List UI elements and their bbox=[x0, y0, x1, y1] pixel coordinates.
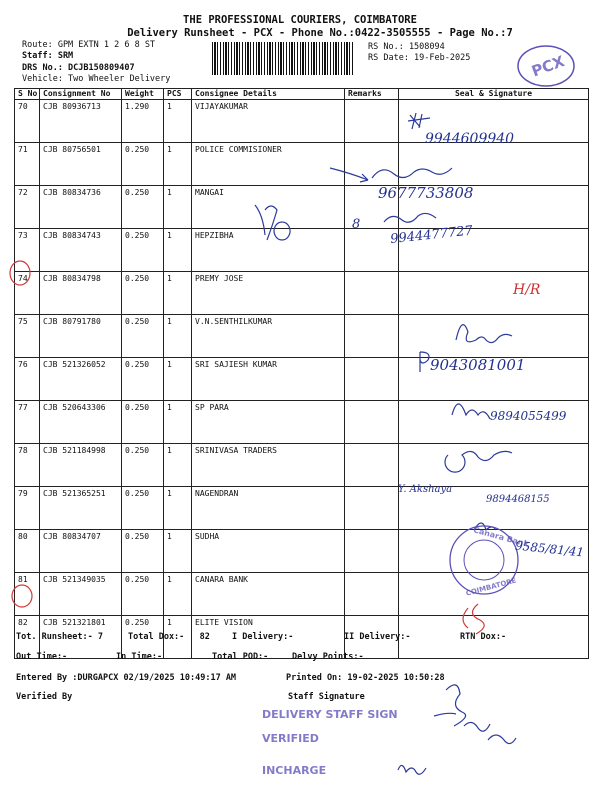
cell-weight: 0.250 bbox=[122, 530, 164, 573]
cell-consignment-no: CJB 80756501 bbox=[40, 143, 122, 186]
cell-consignment-no: CJB 80834707 bbox=[40, 530, 122, 573]
staff-signature-label: Staff Signature bbox=[288, 692, 365, 702]
cell-consignment-no: CJB 521326052 bbox=[40, 358, 122, 401]
note-74: H/R bbox=[513, 282, 541, 298]
cell-seal-signature bbox=[399, 487, 589, 530]
cell-remarks bbox=[345, 229, 399, 272]
cell-weight: 0.250 bbox=[122, 186, 164, 229]
cell-consignment-no: CJB 521349035 bbox=[40, 573, 122, 616]
staff-signature-2 bbox=[464, 722, 516, 743]
col-pcs: PCS bbox=[164, 89, 192, 100]
total-dox: Total Dox:- 82 bbox=[128, 632, 210, 642]
cell-remarks bbox=[345, 573, 399, 616]
table-row bbox=[15, 573, 589, 616]
rs-date: RS Date: 19-Feb-2025 bbox=[368, 53, 471, 63]
phone-73: 9944477727 bbox=[389, 223, 474, 248]
printed-on: Printed On: 19-02-2025 10:50:28 bbox=[286, 673, 445, 683]
cell-remarks bbox=[345, 100, 399, 143]
cell-sno: 79 bbox=[15, 487, 40, 530]
incharge-signature bbox=[398, 765, 426, 774]
cell-remarks bbox=[345, 143, 399, 186]
i-delivery: I Delivery:- bbox=[232, 632, 294, 642]
cell-sno: 80 bbox=[15, 530, 40, 573]
cell-sno: 76 bbox=[15, 358, 40, 401]
cell-pcs: 1 bbox=[164, 444, 192, 487]
cell-consignee: SUDHA bbox=[192, 530, 345, 573]
cell-weight: 0.250 bbox=[122, 358, 164, 401]
table-row bbox=[15, 401, 589, 444]
vehicle-label: Vehicle: Two Wheeler Delivery bbox=[22, 74, 171, 84]
col-consignment: Consignment No bbox=[40, 89, 122, 100]
cell-pcs: 1 bbox=[164, 272, 192, 315]
cell-consignee: SP PARA bbox=[192, 401, 345, 444]
cell-pcs: 1 bbox=[164, 530, 192, 573]
table-row bbox=[15, 487, 589, 530]
table-row bbox=[15, 272, 589, 315]
cell-pcs: 1 bbox=[164, 616, 192, 659]
delvy-points: Delvy Points:- bbox=[292, 652, 364, 662]
cell-weight: 0.250 bbox=[122, 272, 164, 315]
cell-sno: 73 bbox=[15, 229, 40, 272]
cell-pcs: 1 bbox=[164, 358, 192, 401]
table-row bbox=[15, 100, 589, 143]
staff-label: Staff: SRM bbox=[22, 51, 74, 61]
verified-by: Verified By bbox=[16, 692, 73, 702]
cell-pcs: 1 bbox=[164, 315, 192, 358]
cell-sno: 82 bbox=[15, 616, 40, 659]
cell-seal-signature bbox=[399, 143, 589, 186]
barcode bbox=[212, 42, 354, 75]
total-pod: Total POD:- bbox=[212, 652, 269, 662]
cell-consignment-no: CJB 80834743 bbox=[40, 229, 122, 272]
table-row bbox=[15, 229, 589, 272]
rtn-dox: RTN Dox:- bbox=[460, 632, 507, 642]
cell-remarks bbox=[345, 315, 399, 358]
cell-seal-signature bbox=[399, 272, 589, 315]
table-row bbox=[15, 315, 589, 358]
phone-72: 9677733808 bbox=[378, 184, 474, 202]
cell-remarks bbox=[345, 272, 399, 315]
col-signature: Seal & Signature bbox=[399, 89, 589, 100]
total-runsheet: Tot. Runsheet:- 7 bbox=[16, 632, 103, 642]
note-73: 8 bbox=[352, 217, 361, 232]
runsheet-table bbox=[14, 88, 589, 659]
cell-seal-signature bbox=[399, 444, 589, 487]
cell-consignee: CANARA BANK bbox=[192, 573, 345, 616]
runsheet-subtitle: Delivery Runsheet - PCX - Phone No.:0422-3505555 - Page No.:7 bbox=[127, 27, 513, 39]
col-weight: Weight bbox=[122, 89, 164, 100]
cell-seal-signature bbox=[399, 530, 589, 573]
cell-consignee: SRI SAJIESH KUMAR bbox=[192, 358, 345, 401]
cell-seal-signature bbox=[399, 100, 589, 143]
col-sno: S No bbox=[15, 89, 40, 100]
cell-consignee: HEPZIBHA bbox=[192, 229, 345, 272]
cell-seal-signature bbox=[399, 229, 589, 272]
cell-consignee: PREMY JOSE bbox=[192, 272, 345, 315]
ii-delivery: II Delivery:- bbox=[344, 632, 411, 642]
cell-consignee: SRINIVASA TRADERS bbox=[192, 444, 345, 487]
table-row bbox=[15, 444, 589, 487]
cell-sno: 71 bbox=[15, 143, 40, 186]
cell-weight: 0.250 bbox=[122, 143, 164, 186]
cell-consignee: V.N.SENTHILKUMAR bbox=[192, 315, 345, 358]
cell-consignment-no: CJB 80834736 bbox=[40, 186, 122, 229]
delivery-staff-stamp: DELIVERY STAFF SIGN bbox=[262, 708, 398, 721]
cell-consignment-no: CJB 80834798 bbox=[40, 272, 122, 315]
cell-seal-signature bbox=[399, 358, 589, 401]
cell-sno: 78 bbox=[15, 444, 40, 487]
cell-weight: 0.250 bbox=[122, 229, 164, 272]
cell-consignment-no: CJB 520643306 bbox=[40, 401, 122, 444]
cell-consignment-no: CJB 521321801 bbox=[40, 616, 122, 659]
cell-pcs: 1 bbox=[164, 186, 192, 229]
cell-pcs: 1 bbox=[164, 100, 192, 143]
cell-sno: 70 bbox=[15, 100, 40, 143]
table-row bbox=[15, 143, 589, 186]
cell-weight: 1.290 bbox=[122, 100, 164, 143]
cell-consignee: POLICE COMMISIONER bbox=[192, 143, 345, 186]
cell-consignee: NAGENDRAN bbox=[192, 487, 345, 530]
phone-70: 9944609940 bbox=[425, 131, 515, 147]
cell-seal-signature bbox=[399, 573, 589, 616]
rs-number: RS No.: 1508094 bbox=[368, 42, 445, 52]
cell-seal-signature bbox=[399, 186, 589, 229]
cell-weight: 0.250 bbox=[122, 573, 164, 616]
svg-text:Canara Bank: Canara Bank bbox=[472, 525, 530, 549]
cell-remarks bbox=[345, 487, 399, 530]
col-consignee: Consignee Details bbox=[192, 89, 345, 100]
cell-pcs: 1 bbox=[164, 487, 192, 530]
cell-pcs: 1 bbox=[164, 401, 192, 444]
phone-79: 9894468155 bbox=[486, 494, 550, 505]
phone-76: 9043081001 bbox=[430, 356, 526, 374]
cell-remarks bbox=[345, 186, 399, 229]
cell-pcs: 1 bbox=[164, 229, 192, 272]
verified-stamp: VERIFIED bbox=[262, 732, 319, 745]
cell-seal-signature bbox=[399, 401, 589, 444]
svg-text:COIMBATORE: COIMBATORE bbox=[465, 576, 518, 598]
cell-remarks bbox=[345, 401, 399, 444]
drs-number: DRS No.: DCJB150809407 bbox=[22, 63, 135, 73]
cell-weight: 0.250 bbox=[122, 444, 164, 487]
phone-81: 9585/81/41 bbox=[514, 538, 585, 560]
cell-pcs: 1 bbox=[164, 573, 192, 616]
cell-remarks bbox=[345, 530, 399, 573]
cell-seal-signature bbox=[399, 315, 589, 358]
cell-consignment-no: CJB 80791780 bbox=[40, 315, 122, 358]
cell-weight: 0.250 bbox=[122, 616, 164, 659]
out-time: Out Time:- bbox=[16, 652, 68, 662]
incharge-stamp: INCHARGE bbox=[262, 764, 327, 777]
cell-weight: 0.250 bbox=[122, 487, 164, 530]
route-label: Route: GPM EXTN 1 2 6 8 ST bbox=[22, 40, 156, 50]
cell-pcs: 1 bbox=[164, 143, 192, 186]
in-time: In Time:- bbox=[116, 652, 163, 662]
staff-signature-1 bbox=[434, 685, 466, 726]
cell-sno: 81 bbox=[15, 573, 40, 616]
col-remarks: Remarks bbox=[345, 89, 399, 100]
cell-consignment-no: CJB 521184998 bbox=[40, 444, 122, 487]
cell-consignee: VIJAYAKUMAR bbox=[192, 100, 345, 143]
cell-consignment-no: CJB 521365251 bbox=[40, 487, 122, 530]
cell-consignment-no: CJB 80936713 bbox=[40, 100, 122, 143]
cell-sno: 72 bbox=[15, 186, 40, 229]
table-row bbox=[15, 358, 589, 401]
cell-weight: 0.250 bbox=[122, 401, 164, 444]
table-row bbox=[15, 186, 589, 229]
signature-79: Y. Akshaya bbox=[398, 484, 453, 495]
cell-remarks bbox=[345, 444, 399, 487]
cell-consignee: ELITE VISION bbox=[192, 616, 345, 659]
company-title: THE PROFESSIONAL COURIERS, COIMBATORE bbox=[183, 14, 417, 26]
svg-text:PCX: PCX bbox=[529, 52, 567, 81]
cell-remarks bbox=[345, 358, 399, 401]
pcx-stamp bbox=[518, 46, 574, 86]
cell-sno: 77 bbox=[15, 401, 40, 444]
phone-77: 9894055499 bbox=[490, 409, 567, 423]
cell-sno: 74 bbox=[15, 272, 40, 315]
cell-weight: 0.250 bbox=[122, 315, 164, 358]
entered-by: Entered By :DURGAPCX 02/19/2025 10:49:17 AM bbox=[16, 673, 237, 683]
cell-consignee: MANGAI bbox=[192, 186, 345, 229]
cell-sno: 75 bbox=[15, 315, 40, 358]
table-header-row bbox=[15, 89, 589, 100]
table-row bbox=[15, 530, 589, 573]
